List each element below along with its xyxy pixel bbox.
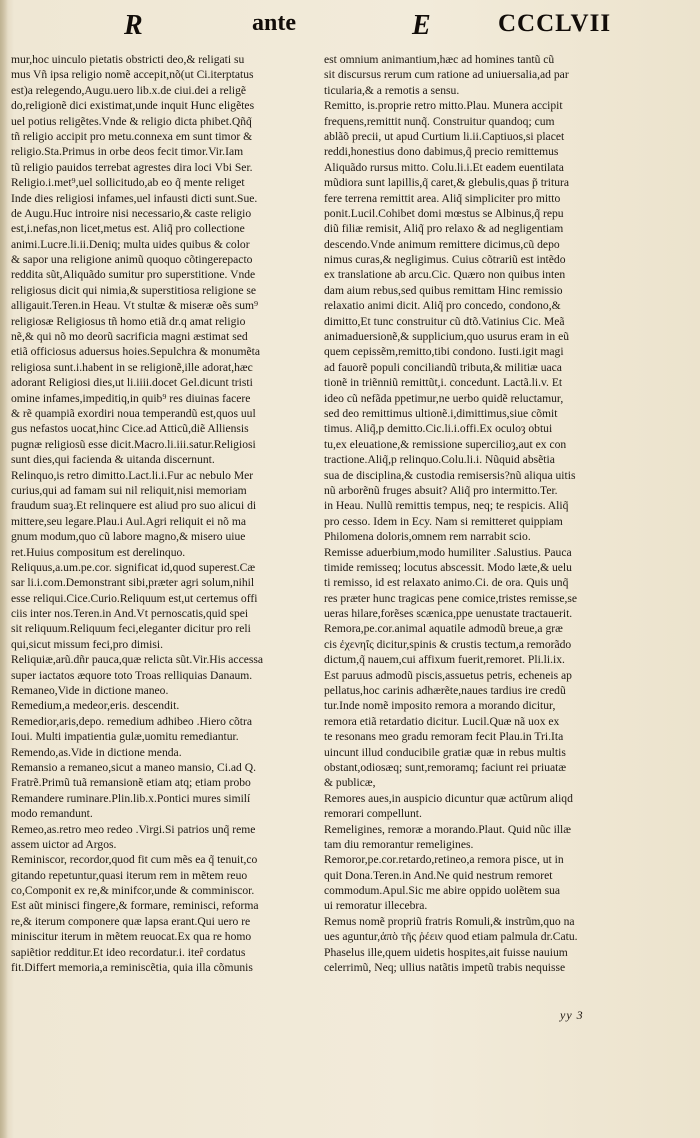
- text-line: sapiẽtior redditur.Et ideo recordatur.i. iteȓ cordatus: [11, 945, 246, 959]
- text-line: miniscitur iterum in mẽtem reuocat.Ex qua re homo: [11, 930, 252, 944]
- text-line: Reliquus,a.um.pe.cor. significat id,quod superest.Cæ: [11, 560, 256, 574]
- text-line: tu,ex eleuatione,& remissione supercilioȝ,aut ex con: [324, 437, 567, 451]
- text-line: Inde dies religiosi infames,uel infausti dicti sunt.Sue.: [11, 191, 258, 205]
- text-line: obstant,odiosæq; sunt,remoramq; faciunt rei priuatæ: [324, 760, 567, 774]
- text-line: tionẽ in triẽnniũ remittũt,i. concedunt. Lactã.li.v. Et: [324, 376, 563, 390]
- text-line: Aliquãdo rursus mitto. Colu.li.i.Et eadem euentilata: [324, 160, 564, 174]
- text-line: Remedior,aris,depo. remedium adhibeo .Hiero cõtra: [11, 714, 252, 728]
- text-line: & sapor una religione animũ quoquo cõtingerepacto: [11, 253, 253, 267]
- text-line: & publicæ,: [324, 776, 376, 790]
- text-line: Remansio a remaneo,sicut a maneo mansio, Ci.ad Q.: [11, 760, 257, 774]
- text-line: omine infames,impeditiq,in quib⁹ res diuinas facere: [11, 391, 251, 405]
- text-line: celerrimũ, Neq; ullius natãtis impetũ trabis nequisse: [324, 961, 566, 975]
- text-line: pellatus,hoc carinis adhærẽte,naues tardius ire credũ: [324, 684, 566, 698]
- text-line: ti remisso, id est relaxato animo.Ci. de ora. Quis unq̃: [324, 576, 569, 590]
- text-line: uincunt illud conducibile gratiæ quæ in rebus multis: [324, 745, 566, 759]
- text-line: religiosæ Religiosus tñ homo etiã dr.q amat religio: [11, 314, 246, 328]
- text-line: tũ religio pauidos terrebat agrestes dira loci Vbi Ser.: [11, 160, 253, 174]
- folio-number: CCCLVII: [498, 10, 612, 37]
- text-line: religiosa sunt.i.habent in se religionẽ,ille adorat,hæc: [11, 360, 253, 374]
- text-line: Remandere ruminare.Plin.lib.x.Pontici mures similí: [11, 791, 251, 805]
- text-line: etiã officiosus aduersus hoies.Sepulchra & monumẽta: [11, 345, 260, 359]
- text-line: nẽ,& qui nõ mo deorũ sacrificia magni æstimat sed: [11, 330, 248, 344]
- text-line: dam aium rebus,sed quibus remittam Hinc remissio: [324, 283, 563, 297]
- text-line: Relinquo,is retro dimitto.Lact.li.i.Fur ac nebulo Mer: [11, 468, 254, 482]
- text-line: super iactatos æquore toto Troas relliquias Danaum.: [11, 668, 253, 682]
- text-line: tñ religio accipit pro metu.connexa em sunt timor &: [11, 129, 253, 143]
- text-line: tur.Inde nomẽ imposito remora a morando dicitur,: [324, 699, 556, 713]
- text-line: ciis inter nos.Teren.in And.Vt pernoscatis,quid spei: [11, 607, 249, 621]
- text-line: religiosus dicit qui nimia,& superstitiosa religione se: [11, 283, 257, 297]
- text-line: uel potius religẽtes.Vnde & religio dicta phibet.Qñq̃: [11, 114, 252, 128]
- text-line: sed deo remittimus ultionẽ.i,dimittimus,siue cõmit: [324, 406, 558, 420]
- text-line: pugnæ religiosũ esse dicit.Macro.li.iii.satur.Religiosi: [11, 437, 256, 451]
- text-line: Remitto, is.proprie retro mitto.Plau. Munera accipit: [324, 99, 563, 113]
- text-line: qui,sicut missum feci,pro dimisi.: [11, 637, 163, 651]
- text-line: fere terrena remittit area. Aliq̃ simpliciter pro mitto: [324, 191, 561, 205]
- text-line: Ioui. Multi impatientia gulæ,uomitu remediantur.: [11, 730, 239, 744]
- running-head-word: ante: [252, 10, 296, 36]
- text-line: Remaneo,Vide in dictione maneo.: [11, 684, 169, 698]
- text-line: descendo.Vnde animum remittere dicimus,cũ depo: [324, 237, 560, 251]
- text-line: est omnium animantium,hæc ad homines tantũ cũ: [324, 53, 555, 66]
- text-line: remora etiã retardatio dicitur. Lucil.Quæ nã uox ex: [324, 714, 560, 728]
- text-line: Remedium,a medeor,eris. descendit.: [11, 699, 180, 713]
- text-line: Reliquiæ,arũ.dñr pauca,quæ relicta sũt.Vir.His accessa: [11, 653, 264, 667]
- text-line: sar li.i.com.Demonstrant sibi,præter agri solum,nihil: [11, 576, 255, 590]
- text-line: Remores aues,in auspicio dicuntur quæ actũrum aliqd: [324, 791, 573, 805]
- text-line: fit.Differt memoria,a reminiscẽtia, quia illa cõmunis: [11, 961, 253, 975]
- text-line: reddita sũt,Aliquãdo sumitur pro superstitione. Vnde: [11, 268, 256, 282]
- text-line: Philomena doloris,omnem rem narrabit scio.: [324, 530, 531, 544]
- text-line: mur,hoc uinculo pietatis obstricti deo,& religati su: [11, 53, 245, 66]
- text-line: ticularia,& a remotis a sensu.: [324, 83, 460, 97]
- running-head: [0, 10, 700, 50]
- text-line: Phaselus ille,quem uidetis hospites,ait fuisse nauium: [324, 945, 568, 959]
- text-line: timus. Aliq̃,p demitto.Cic.li.i.offi.Ex oculoȝ obtui: [324, 422, 553, 436]
- text-line: tam diu remorantur remeligines.: [324, 837, 474, 851]
- text-line: cis ἐχενηΐς dicitur,spinis & crustis tectum,a remorãdo: [324, 637, 572, 651]
- text-line: commodum.Apul.Sic me abire oppido uolẽtem sua: [324, 884, 561, 898]
- text-line: curius,qui ad famam sui nil reliquit,nisi memoriam: [11, 483, 247, 497]
- text-line: ues aguntur,ἀπὸ τῆς ῥέειν quod etiam palmula dr.Catu.: [324, 930, 578, 944]
- text-line: ret.Huius compositum est derelinquo.: [11, 545, 186, 559]
- text-line: & rẽ quampiã exordiri noua temperandũ est,quos uul: [11, 406, 256, 420]
- text-line: ui remoratur illecebra.: [324, 899, 428, 913]
- text-line: de Augu.Huc introire nisi necessario,& caste religio: [11, 206, 252, 220]
- text-line: res præter hunc tragicas pene comice,tristes remisse,se: [324, 591, 578, 605]
- text-line: Remendo,as.Vide in dictione menda.: [11, 745, 182, 759]
- text-line: sua de disciplina,& custodia remisersis?nũ aliqua uitis: [324, 468, 576, 482]
- text-line: dictum,q̃ nauem,cui affixum fuerit,remoret. Pli.li.ix.: [324, 653, 565, 667]
- text-line: Religio.i.met⁹,uel sollicitudo,ab eo q̃ mente religet: [11, 176, 245, 190]
- text-line: Remeligines, remoræ a morando.Plaut. Quid nũc illæ: [324, 822, 571, 836]
- text-line: Reminiscor, recordor,quod fit cum mẽs ea q̃ tenuit,co: [11, 853, 258, 867]
- text-line: Remoror,pe.cor.retardo,retineo,a remora pisce, ut in: [324, 853, 564, 867]
- text-line: Remeo,as.retro meo redeo .Virgi.Si patrios unq̃ reme: [11, 822, 256, 836]
- text-line: timide remisseq; locutus abscessit. Modo læte,& uelu: [324, 560, 572, 574]
- text-line: ponit.Lucil.Cohibet domi mœstus se Albinus,q̃ repu: [324, 206, 564, 220]
- text-line: remorari compellunt.: [324, 807, 422, 821]
- text-line: esse reliqui.Cice.Curio.Reliquum est,ut certemus offi: [11, 591, 258, 605]
- text-line: gus nefastos uocat,hinc Cice.ad Atticũ,diẽ Alliensis: [11, 422, 249, 436]
- text-line: quit Dona.Teren.in And.Ne quid nestrum remoret: [324, 868, 553, 882]
- text-line: quem cepissẽm,remitto,tibi condono. Iusti.igit magi: [324, 345, 564, 359]
- text-line: est,i.nefas,non licet,metus est. Aliq̃ pro collectione: [11, 222, 245, 236]
- text-line: mittere,seu legare.Plau.i Aul.Agri reliquit ei nõ ma: [11, 514, 247, 528]
- text-line: mus Vñ ipsa religio nomẽ accepit,nõ(ut Ci.iterptatus: [11, 68, 254, 82]
- text-line: religio.Sta.Primus in orbe deos fecit timor.Vir.Iam: [11, 145, 244, 159]
- text-line: gitando repetuntur,quasi iterum rem in mẽtem reuo: [11, 868, 248, 882]
- left-text-column: [11, 52, 309, 975]
- text-line: modo remandunt.: [11, 807, 93, 821]
- text-line: tractione.Aliq̃,p relinquo.Colu.li.i. Nũquid absẽtia: [324, 453, 555, 467]
- text-line: sunt dies,qui facienda & uitanda discernunt.: [11, 453, 215, 467]
- text-line: te resonans meo gradu remoram fecit Plau.in Tri.Ita: [324, 730, 564, 744]
- text-line: dimitto,Et tunc construitur cũ dtõ.Vatinius Cic. Meã: [324, 314, 565, 328]
- text-line: nimus curas,& negligimus. Cuius cõtrariũ est intẽdo: [324, 253, 566, 267]
- text-line: Fratrẽ.Primũ tuã remansionẽ etiam atq; etiam probo: [11, 776, 251, 790]
- text-line: nũ arborẽnũ fruges absuit? Aliq̃ pro intermitto.Ter.: [324, 483, 558, 497]
- running-head-letter: R: [124, 10, 143, 41]
- text-line: reddi,honestius dono dabimus,q̃ precio remittemus: [324, 145, 559, 159]
- text-line: Remisse aduerbium,modo humiliter .Salustius. Pauca: [324, 545, 572, 559]
- text-line: do,religionẽ dici existimat,unde inquit Hunc eligẽtes: [11, 99, 255, 113]
- page-fold-shadow: [0, 0, 8, 1138]
- text-line: co,Componit ex re,& minifcor,unde & comminiscor.: [11, 884, 255, 898]
- text-line: re,& iterum componere quæ lapsa erant.Qui uero re: [11, 914, 251, 928]
- text-line: est)a relegendo,Augu.uero lib.x.de ciui.dei a religẽ: [11, 83, 247, 97]
- text-line: ideo cũ nefãda ppetimur,ne uerbo quidẽ reluctamur,: [324, 391, 564, 405]
- text-line: animi.Lucre.li.ii.Deniq; multa uides quibus & color: [11, 237, 250, 251]
- right-text-column: [324, 52, 632, 975]
- text-line: diũ filiæ remisit, Aliq̃ pro relaxo & ad negligentiam: [324, 222, 564, 236]
- text-line: ad fauorẽ populi conciliandũ tributa,& militiæ uaca: [324, 360, 562, 374]
- text-line: mũdiora sunt lapillis,q̃ caret,& glebulis,quas p̃ tritura: [324, 176, 570, 190]
- text-line: Est paruus admodũ piscis,assuetus petris, echeneis ap: [324, 668, 572, 682]
- text-line: Est aũt minisci fingere,& formare, reminisci, reforma: [11, 899, 259, 913]
- text-line: fraudum suaȝ.Et relinquere est aliud pro suo alicui di: [11, 499, 257, 513]
- text-line: relaxatio animi dicit. Aliq̃ pro concedo, condono,&: [324, 299, 561, 313]
- text-line: Remus nomẽ propriũ fratris Romuli,& instrũm,quo na: [324, 914, 575, 928]
- text-line: sit discursus rerum cum ratione ad uniuersalia,ad par: [324, 68, 569, 82]
- text-line: ex translatione ab arcu.Cic. Quæro non quibus inten: [324, 268, 566, 282]
- text-line: Remora,pe.cor.animal aquatile admodũ breue,a græ: [324, 622, 563, 636]
- text-line: ablãõ precii, ut apud Curtium li.ii.Captiuos,si placet: [324, 129, 565, 143]
- text-line: alligauit.Teren.in Heau. Vt stultæ & miseræ oẽs sum⁹: [11, 299, 259, 313]
- signature-mark: yy 3: [560, 1008, 584, 1022]
- running-head-capital: E: [412, 10, 431, 41]
- text-line: animaduersionẽ,& supplicium,quo usurus eram in eũ: [324, 330, 570, 344]
- text-line: frequens,remittit nunq̃. Construitur quandoq; cum: [324, 114, 555, 128]
- text-line: ueras hilare,forẽses scænica,ppe uenustate tractauerit.: [324, 607, 573, 621]
- text-line: assem uictor ad Argos.: [11, 837, 117, 851]
- text-line: sit reliquum.Reliquum feci,eleganter dicitur pro reli: [11, 622, 251, 636]
- text-line: pro cesso. Idem in Ecy. Nam si remitteret quippiam: [324, 514, 563, 528]
- text-line: gnum modum,quo cũ labore magno,& misero uiue: [11, 530, 246, 544]
- text-line: adorant Religiosi dies,ut li.iiii.docet Gel.dicunt tristi: [11, 376, 253, 390]
- text-line: in Heau. Nullũ remittis tempus, neq; te respicis. Aliq̃: [324, 499, 569, 513]
